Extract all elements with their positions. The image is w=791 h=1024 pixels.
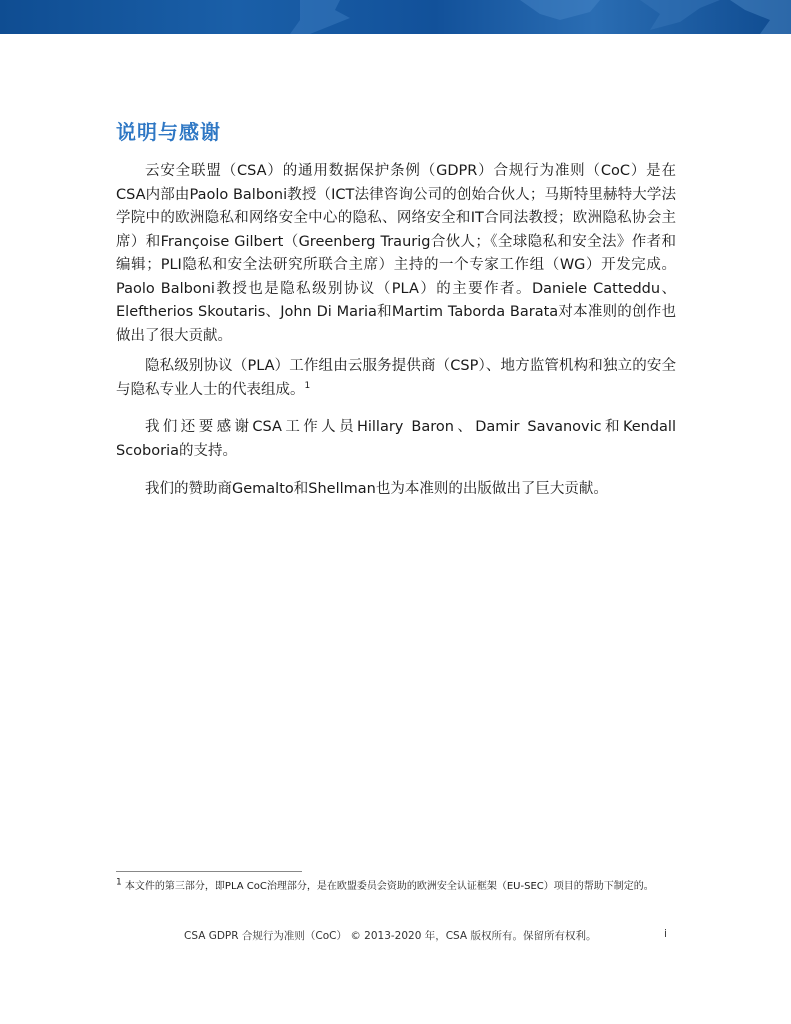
footnote-text: 本文件的第三部分，即PLA CoC治理部分，是在欧盟委员会资助的欧洲安全认证框架（EU-SEC）项目的帮助下制定的。	[124, 881, 654, 892]
paragraph-working-group-text: 隐私级别协议（PLA）工作组由云服务提供商（CSP）、地方监管机构和独立的安全与隐私专业人士的代表组成。	[116, 358, 676, 398]
banner-map-decoration	[0, 0, 791, 34]
footnote-number: 1	[116, 877, 122, 888]
paragraph-sponsors: 我们的赞助商Gemalto和Shellman也为本准则的出版做出了巨大贡献。	[145, 481, 608, 497]
footnote-divider	[116, 871, 302, 872]
footnote-reference[interactable]: 1	[304, 380, 311, 391]
paragraph-credits: 云安全联盟（CSA）的通用数据保护条例（GDPR）合规行为准则（CoC）是在CSA内部由Paolo Balboni教授（ICT法律咨询公司的创始合伙人；马斯特里赫特大学法学院中的欧洲隐私和网络安全中心的隐私、网络安全和IT合同法教授；欧洲隐私协会主席）和Françoise Gilbert（Greenberg Traurig合伙人；《全球隐私和安全法》作者和编辑；PLI隐私和安全法研究所联合主席）主持的一个专家工作组（WG）开发完成。Paolo Balboni教授也是隐私级别协议（PLA）的主要作者。Daniele Catteddu、Eleftherios Skoutaris、John Di Maria和Martim Taborda Barata对本准则的创作也做出了很大贡献。	[116, 163, 676, 344]
section-heading: 说明与感谢	[116, 120, 221, 144]
header-banner	[0, 0, 791, 34]
footnote	[116, 878, 676, 895]
page-footer: CSA GDPR 合规行为准则（CoC） © 2013-2020 年，CSA 版权所有。保留所有权利。	[184, 930, 597, 942]
paragraph-working-group	[116, 355, 676, 402]
paragraph-staff-thanks: 我们还要感谢CSA工作人员Hillary Baron、Damir Savanovic和Kendall Scoboria的支持。	[116, 419, 676, 459]
page-number: i	[664, 928, 667, 940]
